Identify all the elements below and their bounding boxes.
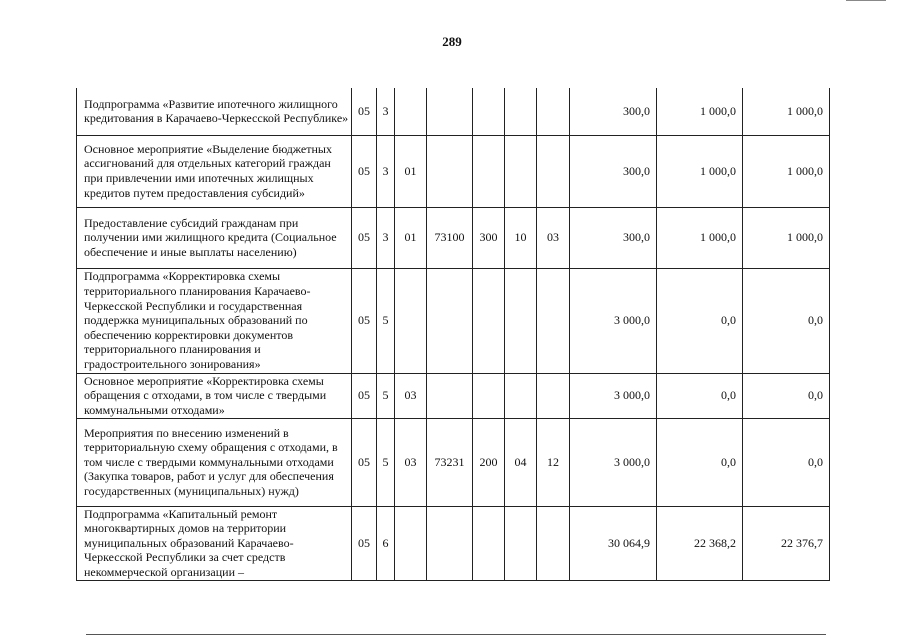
amount-cell: 0,0 — [743, 418, 830, 506]
code-cell: 03 — [395, 373, 427, 418]
item-name-cell: Предоставление субсидий гражданам при получении ими жилищного кредита (Социальное обеспечение и иные выплаты населению) — [77, 207, 352, 268]
code-cell: 3 — [377, 88, 395, 135]
code-cell — [537, 88, 570, 135]
amount-cell: 1 000,0 — [657, 207, 743, 268]
code-cell — [537, 268, 570, 373]
amount-cell: 300,0 — [570, 135, 657, 207]
amount-cell: 22 376,7 — [743, 506, 830, 580]
code-cell: 05 — [352, 268, 377, 373]
amount-cell: 1 000,0 — [743, 135, 830, 207]
amount-cell: 1 000,0 — [743, 88, 830, 135]
code-cell: 05 — [352, 207, 377, 268]
page-bottom-line — [86, 634, 826, 635]
code-cell — [427, 135, 473, 207]
code-cell — [473, 88, 505, 135]
code-cell — [505, 135, 537, 207]
table-row — [77, 135, 830, 207]
code-cell: 3 — [377, 207, 395, 268]
code-cell — [427, 506, 473, 580]
code-cell: 200 — [473, 418, 505, 506]
code-cell — [505, 88, 537, 135]
budget-table — [76, 88, 830, 581]
amount-cell: 1 000,0 — [657, 88, 743, 135]
amount-cell: 1 000,0 — [657, 135, 743, 207]
item-name-cell: Подпрограмма «Развитие ипотечного жилищного кредитования в Карачаево-Черкесской Республике» — [77, 88, 352, 135]
code-cell — [473, 268, 505, 373]
code-cell: 05 — [352, 88, 377, 135]
table-row — [77, 88, 830, 135]
code-cell: 05 — [352, 418, 377, 506]
code-cell: 01 — [395, 207, 427, 268]
table-row — [77, 418, 830, 506]
code-cell — [427, 373, 473, 418]
code-cell: 73231 — [427, 418, 473, 506]
amount-cell: 1 000,0 — [743, 207, 830, 268]
code-cell — [505, 268, 537, 373]
item-name-cell: Мероприятия по внесению изменений в территориальную схему обращения с отходами, в том числе с твердыми коммунальными отходами (Закупка товаров, работ и услуг для обеспечения государственных (муниципальных) нужд) — [77, 418, 352, 506]
code-cell: 05 — [352, 373, 377, 418]
amount-cell: 3 000,0 — [570, 268, 657, 373]
code-cell — [473, 506, 505, 580]
code-cell — [473, 373, 505, 418]
amount-cell: 0,0 — [743, 268, 830, 373]
code-cell: 04 — [505, 418, 537, 506]
item-name-cell: Подпрограмма «Капитальный ремонт многоквартирных домов на территории муниципальных образований Карачаево-Черкесской Республики за счет средств некоммерческой организации – — [77, 506, 352, 580]
code-cell: 03 — [395, 418, 427, 506]
item-name-cell: Подпрограмма «Корректировка схемы территориального планирования Карачаево-Черкесской Республики и государственная поддержка муниципальных образований по обеспечению корректировки документов территориального планирования и градостроительного зонирования» — [77, 268, 352, 373]
amount-cell: 3 000,0 — [570, 418, 657, 506]
amount-cell: 0,0 — [657, 373, 743, 418]
code-cell: 6 — [377, 506, 395, 580]
item-name-cell: Основное мероприятие «Корректировка схемы обращения с отходами, в том числе с твердыми коммунальными отходами» — [77, 373, 352, 418]
code-cell — [537, 373, 570, 418]
amount-cell: 300,0 — [570, 207, 657, 268]
amount-cell: 0,0 — [657, 418, 743, 506]
table-row — [77, 506, 830, 580]
code-cell — [395, 506, 427, 580]
amount-cell: 0,0 — [743, 373, 830, 418]
code-cell: 5 — [377, 418, 395, 506]
table-row — [77, 268, 830, 373]
amount-cell: 0,0 — [657, 268, 743, 373]
code-cell: 73100 — [427, 207, 473, 268]
code-cell: 300 — [473, 207, 505, 268]
amount-cell: 3 000,0 — [570, 373, 657, 418]
code-cell: 10 — [505, 207, 537, 268]
code-cell — [427, 268, 473, 373]
code-cell: 03 — [537, 207, 570, 268]
code-cell — [473, 135, 505, 207]
amount-cell: 22 368,2 — [657, 506, 743, 580]
code-cell — [537, 135, 570, 207]
code-cell: 12 — [537, 418, 570, 506]
page-number: 289 — [442, 34, 462, 49]
table-row — [77, 207, 830, 268]
code-cell: 3 — [377, 135, 395, 207]
item-name-cell: Основное мероприятие «Выделение бюджетных ассигнований для отдельных категорий граждан при привлечении ими ипотечных жилищных кредитов путем предоставления субсидий» — [77, 135, 352, 207]
code-cell: 01 — [395, 135, 427, 207]
amount-cell: 300,0 — [570, 88, 657, 135]
code-cell: 5 — [377, 373, 395, 418]
code-cell — [505, 506, 537, 580]
table-row — [77, 373, 830, 418]
code-cell — [537, 506, 570, 580]
code-cell: 05 — [352, 506, 377, 580]
amount-cell: 30 064,9 — [570, 506, 657, 580]
scan-edge-line — [846, 0, 886, 1]
code-cell: 05 — [352, 135, 377, 207]
code-cell — [505, 373, 537, 418]
code-cell — [395, 268, 427, 373]
code-cell — [427, 88, 473, 135]
code-cell: 5 — [377, 268, 395, 373]
code-cell — [395, 88, 427, 135]
